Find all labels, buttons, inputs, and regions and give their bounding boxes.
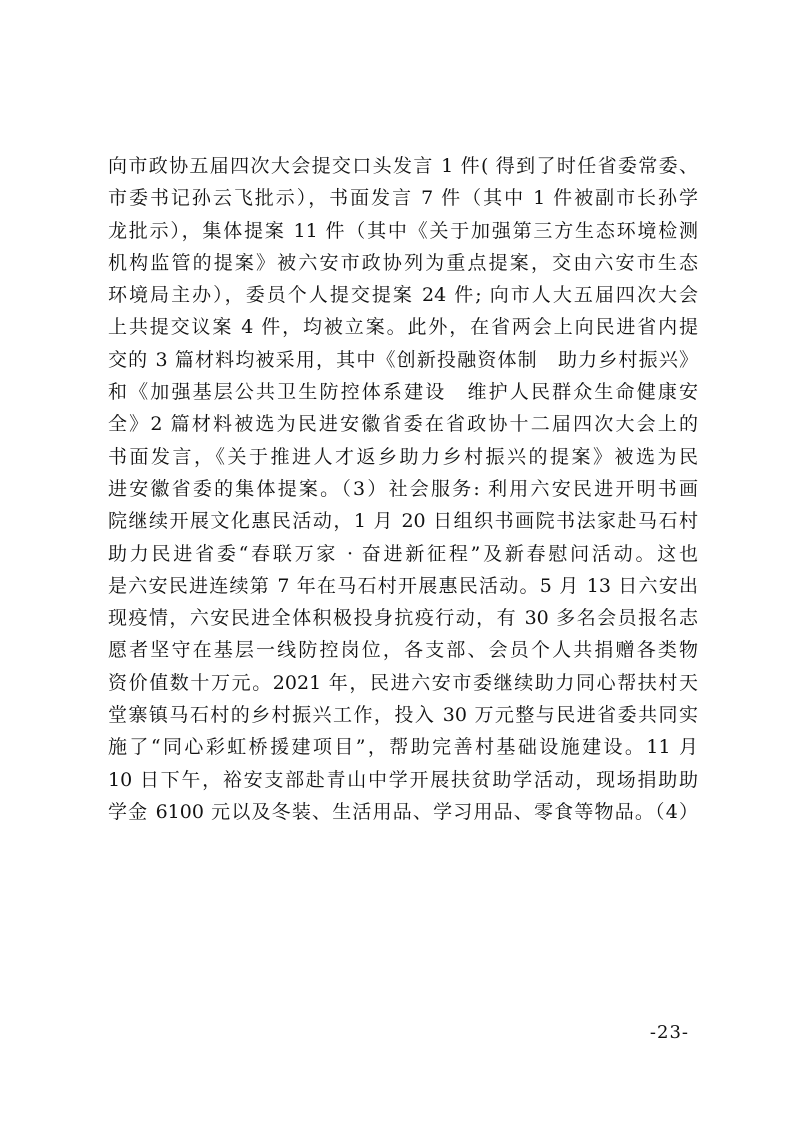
text-line: 和《加强基层公共卫生防控体系建设 维护人民群众生命健康安 [108,381,698,404]
page-number: -23- [649,1022,689,1043]
text-line: 上共提交议案 4 件，均被立案。此外，在省两会上向民进省内提 [108,316,698,339]
text-line: 进安徽省委的集体提案。（3）社会服务: 利用六安民进开明书画 [108,477,698,500]
text-line: 交的 3 篇材料均被采用，其中《创新投融资体制 助力乡村振兴》 [108,348,698,371]
text-line: 全》2 篇材料被选为民进安徽省委在省政协十二届四次大会上的 [108,413,698,436]
text-line: 愿者坚守在基层一线防控岗位，各支部、会员个人共捐赠各类物 [108,639,698,662]
text-line: 向市政协五届四次大会提交口头发言 1 件( 得到了时任省委常委、 [108,155,698,177]
text-line: 学金 6100 元以及冬装、生活用品、学习用品、零食等物品。（4） [108,800,698,823]
text-line: 施了“同心彩虹桥援建项目”，帮助完善村基础设施建设。11 月 [108,736,698,759]
body-paragraph [108,150,698,828]
text-line: 资价值数十万元。2021 年，民进六安市委继续助力同心帮扶村天 [108,671,698,694]
text-line: 现疫情，六安民进全体积极投身抗疫行动，有 30 多名会员报名志 [108,607,698,630]
text-line: 环境局主办），委员个人提交提案 24 件; 向市人大五届四次大会 [108,284,698,307]
text-line: 堂寨镇马石村的乡村振兴工作，投入 30 万元整与民进省委共同实 [108,704,698,727]
text-line: 机构监管的提案》被六安市政协列为重点提案，交由六安市生态 [108,251,698,274]
text-line: 院继续开展文化惠民活动，1 月 20 日组织书画院书法家赴马石村 [108,510,698,533]
text-line: 市委书记孙云飞批示），书面发言 7 件（其中 1 件被副市长孙学 [108,187,698,210]
text-line: 是六安民进连续第 7 年在马石村开展惠民活动。5 月 13 日六安出 [108,574,698,597]
text-line: 助力民进省委“春联万家 · 奋进新征程”及新春慰问活动。这也 [108,542,698,565]
text-line: 10 日下午，裕安支部赴青山中学开展扶贫助学活动，现场捐助助 [108,768,698,791]
text-line: 龙批示），集体提案 11 件（其中《关于加强第三方生态环境检测 [108,219,698,242]
text-line: 书面发言，《关于推进人才返乡助力乡村振兴的提案》被选为民 [108,445,698,468]
